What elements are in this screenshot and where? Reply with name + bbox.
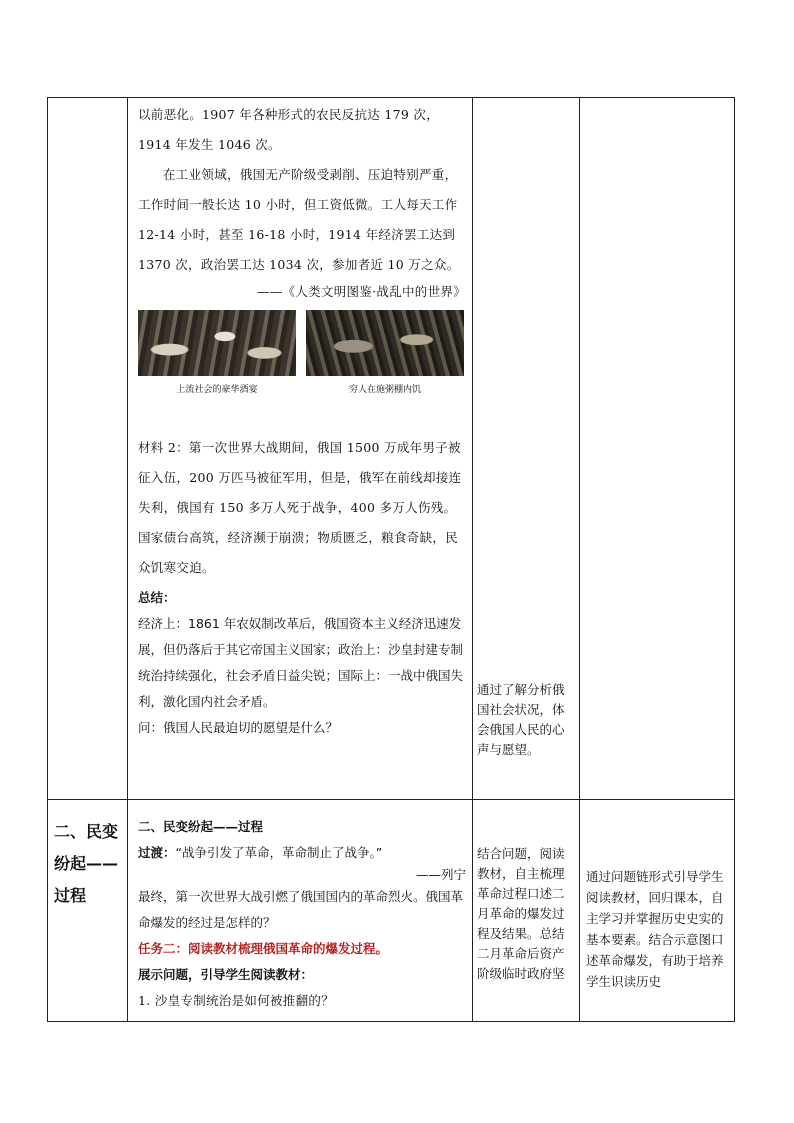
stage-cell xyxy=(48,98,128,800)
section-heading: 二、民变纷起——过程 xyxy=(138,819,264,834)
source-citation: ——《人类文明图鉴·战乱中的世界》 xyxy=(256,284,466,299)
activity-cell xyxy=(473,98,580,800)
photo-pair xyxy=(138,310,466,395)
guide-text: 展示问题，引导学生阅读教材： xyxy=(138,967,314,982)
intent-cell xyxy=(580,98,735,800)
stage-title: 二、民变纷起——过程 xyxy=(54,822,119,905)
transition-line xyxy=(138,840,466,866)
transition-quote: “战争引发了革命，革命制止了战争。” xyxy=(175,845,383,860)
task-text: 阅读教材梳理俄国革命的爆发过程。 xyxy=(188,941,389,956)
stage-cell xyxy=(48,800,128,1022)
reading-paragraph: 以前恶化。1907 年各种形式的农民反抗达 179 次，1914 年发生 1046 次。 xyxy=(138,107,439,152)
banquet-photo xyxy=(138,310,296,376)
summary-label: 总结： xyxy=(138,590,176,605)
soup-kitchen-photo xyxy=(306,310,464,376)
quote-author: ——列宁 xyxy=(415,867,466,882)
table-row xyxy=(48,800,735,1022)
table-row xyxy=(48,98,735,800)
lesson-plan-table xyxy=(47,97,735,1022)
question-item: 1. 沙皇专制统治是如何被推翻的？ xyxy=(138,993,335,1008)
design-intent-text: 通过问题链形式引导学生阅读教材，回归课本，自主学习并掌握历史史实的基本要素。结合示意图口述革命爆发，有助于培养学生识读历史 xyxy=(586,869,724,989)
task-line xyxy=(138,936,466,962)
content-cell xyxy=(128,98,473,800)
photo-caption: 穷人在施粥棚内饥 xyxy=(348,385,421,395)
photo-banquet xyxy=(138,310,296,395)
material-paragraph: 材料 2：第一次世界大战期间，俄国 1500 万成年男子被征入伍，200 万匹马被征军用，但是，俄军在前线却接连失利，俄国有 150 多万人死于战争，400 多万人伤残。国家债台高筑，经济濒于崩溃；物质匮乏，粮食奇缺，民众饥寒交迫。 xyxy=(138,440,462,575)
activity-cell xyxy=(473,800,580,1022)
transition-label: 过渡： xyxy=(138,845,176,860)
student-activity-text: 通过了解分析俄国社会状况，体会俄国人民的心声与愿望。 xyxy=(477,682,565,757)
reading-paragraph: 在工业领域，俄国无产阶级受剥削、压迫特别严重，工作时间一般长达 10 小时，但工资低微。工人每天工作 12-14 小时，甚至 16-18 小时，1914 年经济罢工达到 1370 次，政治罢工达 1034 次，参加者近 10 万之众。 xyxy=(138,167,460,272)
photo-soup-kitchen xyxy=(306,310,464,395)
intro-text: 最终，第一次世界大战引燃了俄国国内的革命烈火。俄国革命爆发的经过是怎样的？ xyxy=(138,889,464,930)
summary-text: 经济上：1861 年农奴制改革后，俄国资本主义经济迅速发展，但仍落后于其它帝国主义国家；政治上：沙皇封建专制统治持续强化，社会矛盾日益尖锐；国际上：一战中俄国失利，激化国内社会矛盾。 xyxy=(138,616,464,709)
student-activity-text: 结合问题，阅读教材，自主梳理革命过程口述二月革命的爆发过程及结果。总结二月革命后资产阶级临时政府坚 xyxy=(477,846,565,981)
content-cell xyxy=(128,800,473,1022)
intent-cell xyxy=(580,800,735,1022)
question-text: 问：俄国人民最迫切的愿望是什么？ xyxy=(138,720,339,735)
task-label: 任务二： xyxy=(138,941,189,956)
photo-caption: 上流社会的豪华酒宴 xyxy=(176,385,258,395)
